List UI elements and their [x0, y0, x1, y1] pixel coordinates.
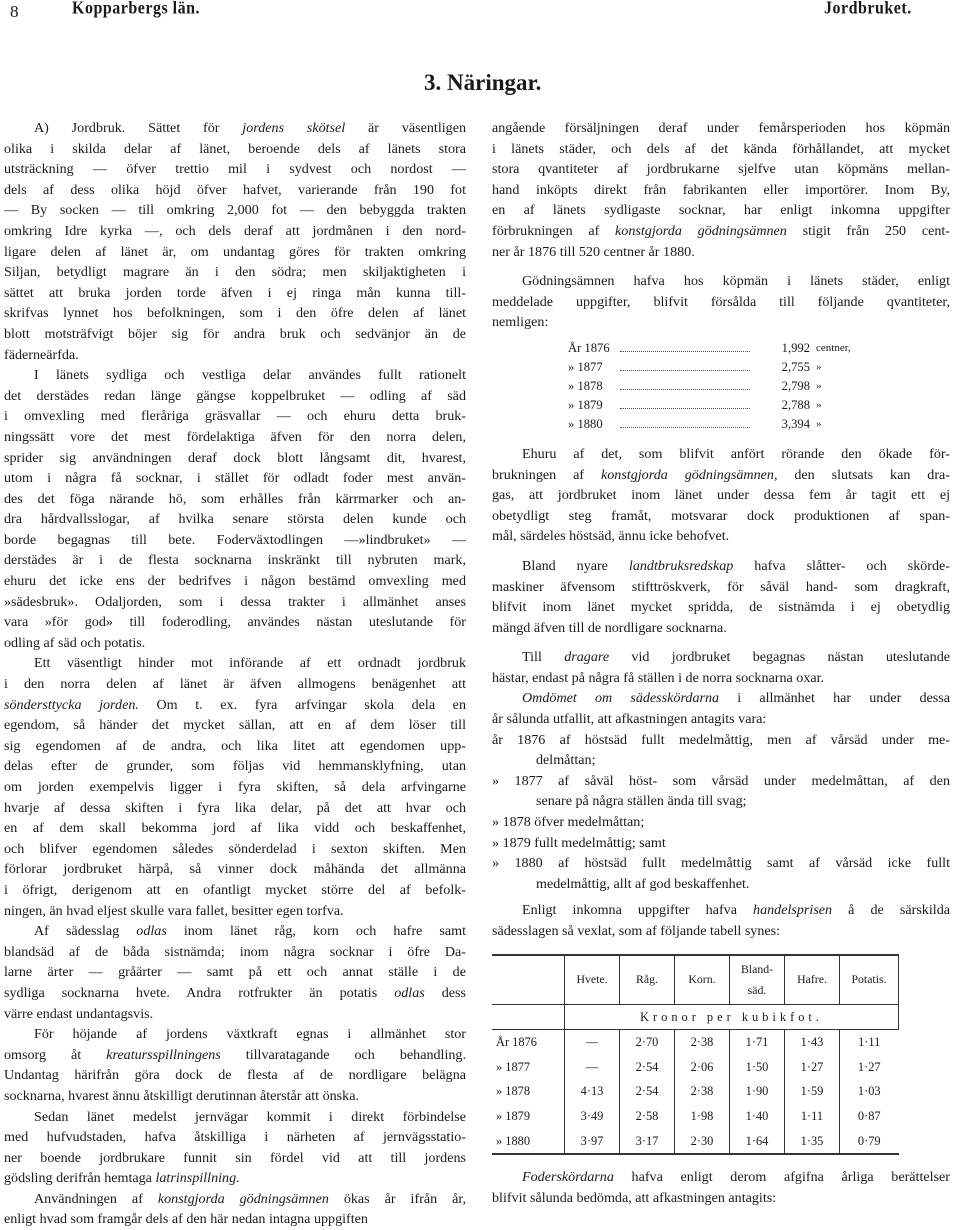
- unit-label: Kronor per kubikfot.: [565, 1004, 899, 1030]
- leader-dots: [620, 358, 750, 371]
- fertilizer-unit: »: [816, 398, 822, 411]
- text-line: A) Jordbruk. Sättet för jordens skötsel är väsentligen: [34, 120, 467, 136]
- fertilizer-unit: »: [816, 379, 822, 392]
- price-cell: 1·11: [840, 1030, 899, 1055]
- fertilizer-row: [568, 339, 950, 358]
- text-line: Gödningsämnen hafva hos köpmän i länets städer, enligt: [522, 273, 950, 290]
- text-line: omkring Idre kyrka —, och dels deraf att jordmånen i den nord-: [4, 222, 466, 239]
- fertilizer-unit: centner,: [816, 341, 851, 354]
- paragraph: [4, 1024, 466, 1106]
- text-line: obetydligt steg framåt, motsvarar dock produktionen af span-: [492, 507, 950, 524]
- fertilizer-value: 2,798: [781, 378, 810, 393]
- running-head-right: Jordbruket.: [824, 0, 912, 18]
- text-line: egendom, så händer det mycket sällan, att en af dem löser till: [4, 717, 466, 734]
- text-line: dels af dess olika höjd öfver hafvet, varierande från 190 fot: [4, 181, 466, 198]
- paragraph: [4, 118, 466, 365]
- paragraph: [492, 444, 950, 547]
- fertilizer-year: » 1879: [568, 397, 603, 412]
- section-heading: 3. Näringar.: [424, 70, 542, 95]
- text-line: brukningen af konstgjorda gödningsämnen, den slutsats kan dra-: [492, 466, 950, 483]
- text-line: meddelade uppgifter, blifvit försålda till följande qvantiteter,: [492, 293, 950, 310]
- price-cell: 1·40: [730, 1104, 785, 1129]
- text-line: derstädes är i de flesta socknarna inskränkt till nybruten mark,: [4, 552, 466, 569]
- price-cell: 2·70: [620, 1030, 675, 1055]
- fertilizer-value: 2,788: [781, 397, 810, 412]
- emphasis: Omdömet om sädesskördarna: [522, 690, 720, 707]
- text-line: och blifver egendomen således sönderdelad i sexton skiften. Men: [4, 840, 466, 857]
- left-column: [4, 118, 466, 1230]
- price-cell: 1·27: [840, 1055, 899, 1080]
- text-line: För höjande af jordens växtkraft egnas i allmänhet stor: [34, 1026, 466, 1043]
- text-line: Enligt inkomna uppgifter hafva handelsprisen å de särskilda: [522, 902, 950, 919]
- price-cell: 1·59: [785, 1079, 840, 1104]
- fertilizer-year: » 1878: [568, 378, 603, 393]
- text-line: sättet att bruka jorden torde äfven i ej ringa mån kunna till-: [4, 284, 466, 301]
- text-line: ner boende jordbrukare funnit sin fördel vid att till jordens: [4, 1149, 466, 1166]
- paragraph: [4, 1189, 466, 1230]
- text-line: nemligen:: [492, 314, 549, 331]
- text-line: delmåttan;: [536, 752, 596, 769]
- text-line: fäderneärfda.: [4, 346, 79, 363]
- price-cell: 3·17: [620, 1129, 675, 1155]
- table-row: [492, 1104, 899, 1129]
- text-line: sädesslagen så vexlat, som af följande tabell synes:: [492, 923, 781, 939]
- text-line: Omdömet om sädesskördarna i allmänhet har under dessa: [522, 690, 951, 707]
- price-cell: 1·90: [730, 1079, 785, 1104]
- text-line: år sålunda utfallit, att afkastningen antagits vara:: [492, 711, 767, 728]
- price-cell: 2·54: [620, 1055, 675, 1080]
- fertilizer-row: [568, 415, 950, 434]
- text-line: om jorden exempelvis ligger i fyra skiften, så dela arfvingarne: [4, 779, 466, 795]
- text-line: Siljan, betydligt magrare än i den södra; men skiljaktigheten i: [4, 264, 466, 281]
- column-header: Potatis.: [840, 955, 899, 1005]
- text-line: med hufvudstaden, hafva åtskilliga i närheten af jernvägsstatio-: [4, 1129, 466, 1146]
- text-line: sprider sig användningen deraf dock blott långsamt dit, hvarest,: [4, 449, 466, 466]
- paragraph: [492, 271, 950, 333]
- price-cell: 0·87: [840, 1104, 899, 1129]
- text-line: mål, särdeles höstsäd, ännu icke behofvet.: [492, 528, 730, 545]
- text-line: en af länets sydligaste socknar, har enligt inkomna uppgifter: [492, 202, 950, 219]
- fertilizer-year: År 1876: [568, 340, 610, 355]
- price-cell: 2·58: [620, 1104, 675, 1129]
- text-line: i öfrigt, derigenom att en ofantligt mycket större del af befolk-: [4, 881, 466, 898]
- price-cell: 1·71: [730, 1030, 785, 1055]
- text-line: Ehuru af det, som blifvit anfört rörande den ökade för-: [522, 445, 950, 462]
- paragraph: [492, 900, 950, 941]
- corner-cell: [492, 955, 565, 1005]
- text-line: delas efter de grunder, som följas vid hemmansklyfning, utan: [4, 758, 466, 775]
- text-line: gas, att jordbruket inom länet under dessa fem år tagit ett ej: [492, 487, 950, 504]
- text-line: » 1880 af höstsäd fullt medelmåttig samt af vårsäd icke fullt: [492, 855, 950, 872]
- text-line: I länets sydliga och vestliga delar användes fullt rationelt: [34, 367, 466, 384]
- emphasis: konstgjorda gödningsämnen: [600, 466, 774, 483]
- text-line: » 1878 öfver medelmåttan;: [492, 814, 645, 831]
- text-line: Sedan länet medelst jernvägar kommit i direkt förbindelse: [34, 1108, 466, 1125]
- harvest-list-item: [492, 812, 950, 833]
- text-line: hvarje af dessa skiften i fyra lika delar, på det att hvar och: [4, 799, 466, 816]
- row-label: » 1878: [496, 1084, 531, 1099]
- table-row: [492, 1055, 899, 1080]
- text-line: i den norra delen af länet är äfven allmogens benägenhet att: [4, 676, 466, 693]
- paragraph: [492, 647, 950, 688]
- paragraph: [4, 921, 466, 1024]
- emphasis: konstgjorda gödningsämnen: [157, 1190, 329, 1207]
- text-line: skrifvas lynnet hos befolkningen, som i den öfre delen af länet: [4, 305, 466, 322]
- running-head-left: Kopparbergs län.: [72, 0, 201, 18]
- column-header: Hvete.: [565, 955, 620, 1005]
- text-line: » 1879 fullt medelmåttig; samt: [492, 834, 666, 851]
- fertilizer-row: [568, 377, 950, 396]
- price-cell: 1·03: [840, 1079, 899, 1104]
- fertilizer-row: [568, 358, 950, 377]
- emphasis: Foderskördarna: [522, 1169, 614, 1186]
- paragraph: [492, 1167, 950, 1208]
- text-line: Användningen af konstgjorda gödningsämnen ökas år ifrån år,: [34, 1190, 466, 1207]
- harvest-list-item: [492, 771, 950, 812]
- text-line: en af dem skall bekomma jord af lika vidd och beskaffenhet,: [4, 820, 466, 837]
- price-cell: 1·50: [730, 1055, 785, 1080]
- paragraph: [4, 1107, 466, 1189]
- paragraph: [4, 365, 466, 653]
- table-row: [492, 1129, 899, 1155]
- fertilizer-year: » 1880: [568, 416, 603, 431]
- price-cell: 0·79: [840, 1129, 899, 1155]
- text-line: Foderskördarna hafva enligt derom afgifna årliga berättelser: [522, 1169, 950, 1186]
- text-line: maskiner äfvensom stifttröskverk, för såväl hand- som dragkraft,: [492, 578, 950, 595]
- text-line: olika i skilda delar af länet, beroende dels af länets stora: [4, 140, 466, 157]
- text-line: förlorar jordbruket härpå, så vinner dock måhända det allmänna: [4, 861, 466, 878]
- harvest-list: [492, 730, 950, 895]
- emphasis: söndersttycka jorden.: [4, 696, 139, 713]
- price-cell: 1·98: [675, 1104, 730, 1129]
- emphasis: odlas: [394, 984, 425, 1001]
- paragraph: [492, 556, 950, 638]
- text-line: hästar, endast på några få ställen i de norra socknarna oxar.: [492, 669, 825, 686]
- price-cell: 1·35: [785, 1129, 840, 1155]
- column-header: Hafre.: [785, 955, 840, 1005]
- emphasis: kreatursspillningens: [106, 1046, 221, 1063]
- price-cell: 2·38: [675, 1030, 730, 1055]
- text-line: sydliga socknarna hvete. Andra rotfrukter än potatis odlas dess: [4, 984, 467, 1001]
- text-line: blandsäd af de båda sistnämda; inom några socknar i öfre Da-: [4, 943, 466, 960]
- text-line: Bland nyare landtbruksredskap hafva slåtter- och skörde-: [522, 557, 950, 574]
- text-line: — By socken — till omkring 2,000 fot — den bebyggda trakten: [4, 202, 466, 219]
- text-line: Till dragare vid jordbruket begagnas nästan uteslutande: [522, 649, 951, 666]
- row-label: » 1880: [492, 1129, 565, 1155]
- leader-dots: [620, 415, 750, 428]
- page-number: 8: [10, 2, 19, 21]
- text-line: »sädesbruk». Odaljorden, som i dessa trakter i allmänhet anses: [4, 593, 466, 610]
- emphasis: konstgjorda gödningsämnen: [615, 222, 787, 239]
- column-header: Korn.: [675, 955, 730, 1005]
- leader-dots: [620, 396, 750, 409]
- text-line: des det föga närande hö, som erhålles från kärrmarker och an-: [4, 490, 466, 507]
- price-cell: 4·13: [565, 1079, 620, 1104]
- text-line: enligt hvad som framgår dels af den här nedan intagna uppgiften: [4, 1211, 368, 1228]
- text-line: vara »för god» till foderodling, användes nästan uteslutande för: [4, 614, 466, 631]
- emphasis: odlas: [136, 923, 167, 940]
- text-line: Ett väsentligt hinder mot införande af ett ordnadt jordbruk: [34, 655, 466, 672]
- text-line: utsträckning — öfver trettio mil i sydvest och nordost —: [4, 161, 466, 178]
- leader-dots: [620, 377, 750, 390]
- price-cell: 1·27: [785, 1055, 840, 1080]
- paragraph: [492, 688, 950, 729]
- fertilizer-value: 1,992: [781, 340, 810, 355]
- text-line: ehuru det icke ens der bedrifves i någon bestämd omvexling med: [4, 573, 466, 590]
- table-row: [492, 1030, 899, 1055]
- text-line: stora qvantiteter af jordbrukarne sjelfve utan köpmäns mellan-: [492, 161, 950, 178]
- emphasis: handelsprisen: [753, 902, 833, 919]
- price-cell: —: [565, 1055, 620, 1080]
- price-cell: —: [565, 1030, 620, 1055]
- price-cell: 3·97: [565, 1129, 620, 1155]
- column-header: Bland-säd.: [730, 955, 785, 1005]
- text-line: förbrukningen af konstgjorda gödningsämnen stigit från 250 cent-: [492, 222, 950, 239]
- fertilizer-unit: »: [816, 417, 822, 430]
- emphasis: dragare: [564, 649, 610, 666]
- right-column: [492, 118, 950, 1208]
- fertilizer-value: 2,755: [781, 359, 810, 374]
- text-line: söndersttycka jorden. Om t. ex. fyra arfvingar skola dela en: [4, 696, 466, 713]
- price-cell: 2·06: [675, 1055, 730, 1080]
- emphasis: jordens skötsel: [242, 120, 346, 136]
- fertilizer-unit: »: [816, 360, 822, 373]
- paragraph: [4, 653, 466, 921]
- text-line: värre endast undantagsvis.: [4, 1005, 154, 1022]
- text-line: socknarna, hvarest ännu åtskilligt derutinnan återstår att önska.: [4, 1087, 359, 1104]
- fertilizer-row: [568, 396, 950, 415]
- text-line: sig egendomen af de andra, och lika litet att egendomen upp-: [4, 737, 466, 754]
- text-line: hand inköpts direkt från fabrikanten eller importörer. Inom By,: [492, 181, 950, 198]
- price-cell: 2·54: [620, 1079, 675, 1104]
- text-line: larne ärter — gråärter — samt på ett och annat ställe i de: [4, 964, 466, 981]
- text-line: blifvit inom länet mycket spridda, de sistnämda i ej obetydlig: [492, 599, 950, 616]
- text-line: gödsling derifrån hemtaga latrinspillning.: [4, 1170, 240, 1187]
- text-line: blott motsträfvigt böjer sig för andra bruk och sedvänjor än de: [4, 325, 466, 342]
- text-line: ningen, än hvad eljest skulle vara fallet, besitter egen torfva.: [4, 902, 344, 919]
- price-table: [492, 954, 899, 1156]
- text-line: senare på några ställen ända till svag;: [536, 793, 747, 810]
- text-line: borde begagnas till bete. Foderväxtodlingen —»lindbruket» —: [4, 531, 466, 548]
- fertilizer-year: » 1877: [568, 359, 603, 374]
- price-cell: 2·38: [675, 1079, 730, 1104]
- price-cell: 1·64: [730, 1129, 785, 1155]
- text-line: det derstädes redan länge gängse koppelbruket — odling af säd: [4, 387, 466, 404]
- price-cell: 1·11: [785, 1104, 840, 1129]
- text-line: dra hårdvallsslogar, af hvilka senare största delen kunde och: [4, 511, 466, 528]
- harvest-list-item: [492, 833, 950, 854]
- row-label: År 1876: [496, 1035, 537, 1050]
- leader-dots: [620, 339, 750, 352]
- text-line: odling af säd och potatis.: [4, 634, 146, 651]
- emphasis: landtbruksredskap: [628, 557, 734, 574]
- text-line: blifvit sålunda bedömda, att afkastningen antagits:: [492, 1189, 777, 1206]
- text-line: år 1876 af höstsäd fullt medelmåttig, men af vårsäd under me-: [492, 731, 950, 748]
- fertilizer-value: 3,394: [781, 416, 810, 431]
- paragraph: [492, 118, 950, 262]
- text-line: ligare delen af länet är, om undantag göres för trakten omkring: [4, 243, 466, 260]
- text-line: mängd äfven till de nordligare socknarna.: [492, 619, 727, 636]
- harvest-list-item: [492, 730, 950, 771]
- text-line: ningssätt vore det mest fördelaktiga äfven för den norra delen,: [4, 428, 466, 445]
- text-line: i omvexling med fleråriga gräsvallar — och ehuru detta bruk-: [4, 408, 466, 425]
- text-line: omsorg åt kreatursspillningens tillvaratagande och behandling.: [4, 1046, 467, 1063]
- text-line: » 1877 af såväl höst- som vårsäd under medelmåttan, af den: [492, 772, 950, 789]
- text-line: Undantag härifrån göra dock de flesta af de nordligare belägna: [4, 1067, 466, 1084]
- text-line: angående försäljningen deraf under femårsperioden hos köpmän: [492, 120, 950, 136]
- row-label: » 1877: [496, 1059, 531, 1074]
- fertilizer-table: [568, 339, 950, 434]
- text-line: i länets städer, och dels af det kända förhållandet, att mycket: [492, 140, 950, 157]
- table-row: [492, 1079, 899, 1104]
- price-cell: 3·49: [565, 1104, 620, 1129]
- text-line: Af sädesslag odlas inom länet råg, korn och hafre samt: [34, 923, 466, 940]
- row-label: » 1879: [496, 1108, 531, 1123]
- text-line: medelmåttig, allt af god beskaffenhet.: [536, 875, 750, 892]
- price-cell: 1·43: [785, 1030, 840, 1055]
- column-header: Råg.: [620, 955, 675, 1005]
- harvest-list-item: [492, 853, 950, 894]
- corner-cell: [492, 1004, 565, 1030]
- text-line: utom i några få socknar, i stället för odladt foder mest använ-: [4, 470, 466, 487]
- price-cell: 2·30: [675, 1129, 730, 1155]
- emphasis: latrinspillning.: [155, 1170, 240, 1187]
- text-line: ner år 1876 till 520 centner år 1880.: [492, 243, 695, 260]
